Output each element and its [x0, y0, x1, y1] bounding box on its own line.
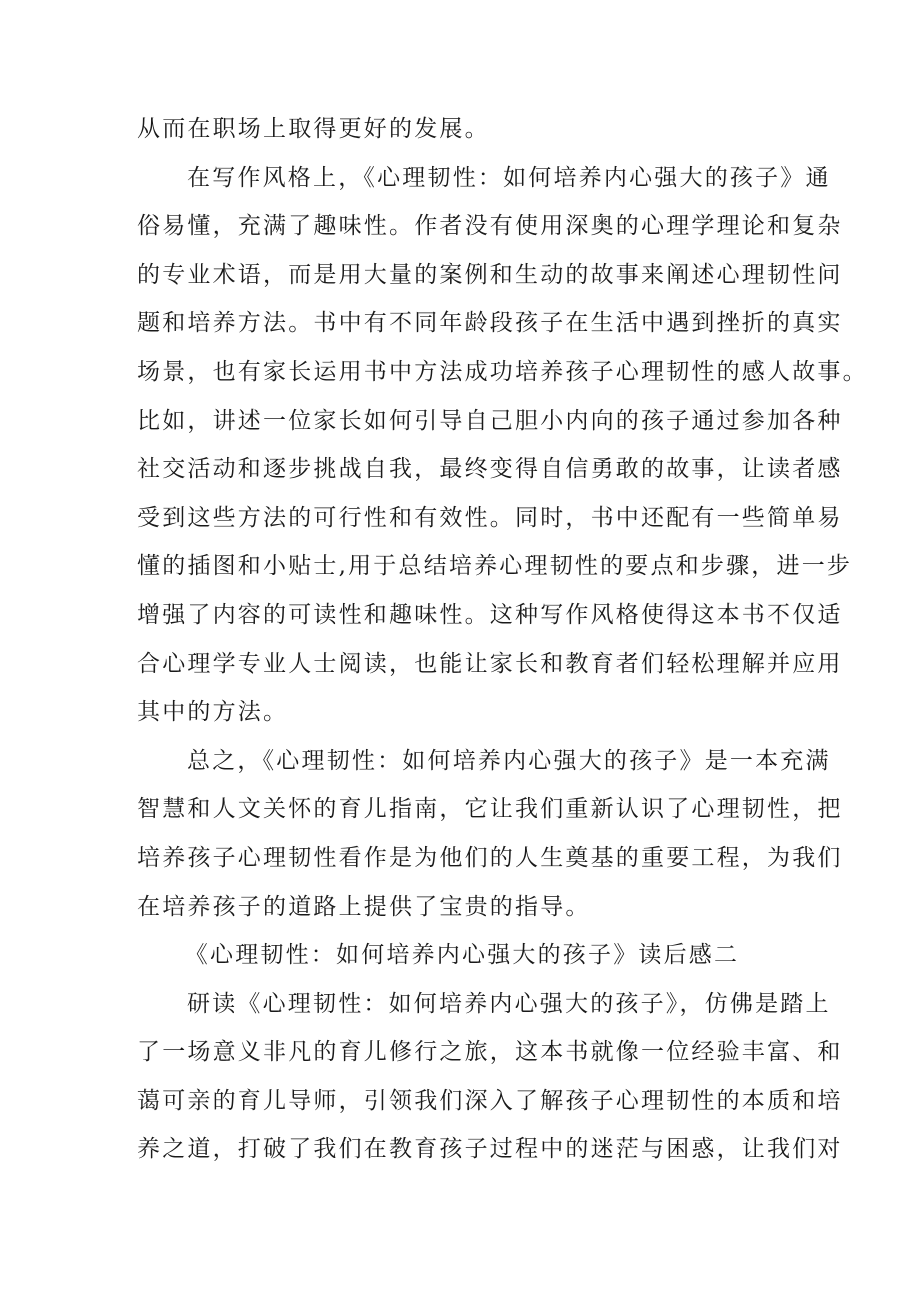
paragraph-line: 俗易懂，充满了趣味性。作者没有使用深奥的心理学理论和复杂 — [137, 213, 843, 240]
paragraph-line: 在写作风格上，《心理韧性：如何培养内心强大的孩子》通 — [187, 164, 831, 191]
section-heading: 《心理韧性：如何培养内心强大的孩子》读后感二 — [184, 942, 740, 969]
paragraph-line: 受到这些方法的可行性和有效性。同时，书中还配有一些简单易 — [137, 504, 843, 531]
paragraph-line: 智慧和人文关怀的育儿指南，它让我们重新认识了心理韧性，把 — [137, 796, 843, 823]
paragraph-line: 的专业术语，而是用大量的案例和生动的故事来阐述心理韧性问 — [137, 261, 843, 288]
paragraph-line: 了一场意义非凡的育儿修行之旅，这本书就像一位经验丰富、和 — [137, 1039, 843, 1066]
paragraph-line: 比如，讲述一位家长如何引导自己胆小内向的孩子通过参加各种 — [137, 407, 843, 434]
paragraph-line: 从而在职场上取得更好的发展。 — [137, 116, 490, 142]
paragraph-line: 培养孩子心理韧性看作是为他们的人生奠基的重要工程，为我们 — [137, 844, 843, 871]
paragraph-line: 社交活动和逐步挑战自我，最终变得自信勇敢的故事，让读者感 — [137, 456, 843, 483]
paragraph-line: 总之，《心理韧性：如何培养内心强大的孩子》是一本充满 — [187, 747, 831, 774]
paragraph-line: 增强了内容的可读性和趣味性。这种写作风格使得这本书不仅适 — [137, 601, 843, 628]
paragraph-line: 懂的插图和小贴士,用于总结培养心理韧性的要点和步骤，进一步 — [137, 553, 853, 580]
paragraph-line: 蔼可亲的育儿导师，引领我们深入了解孩子心理韧性的本质和培 — [137, 1087, 843, 1114]
paragraph-line: 在培养孩子的道路上提供了宝贵的指导。 — [137, 893, 591, 920]
paragraph-line: 养之道，打破了我们在教育孩子过程中的迷茫与困惑，让我们对 — [137, 1136, 843, 1163]
paragraph-line: 题和培养方法。书中有不同年龄段孩子在生活中遇到挫折的真实 — [137, 310, 843, 337]
paragraph-line: 其中的方法。 — [137, 699, 289, 726]
paragraph-line: 场景，也有家长运用书中方法成功培养孩子心理韧性的感人故事。 — [137, 358, 868, 385]
document-body — [137, 105, 868, 1174]
paragraph-line: 研读《心理韧性：如何培养内心强大的孩子》，仿佛是踏上 — [187, 990, 831, 1017]
paragraph-line: 合心理学专业人士阅读，也能让家长和教育者们轻松理解并应用 — [137, 650, 843, 677]
